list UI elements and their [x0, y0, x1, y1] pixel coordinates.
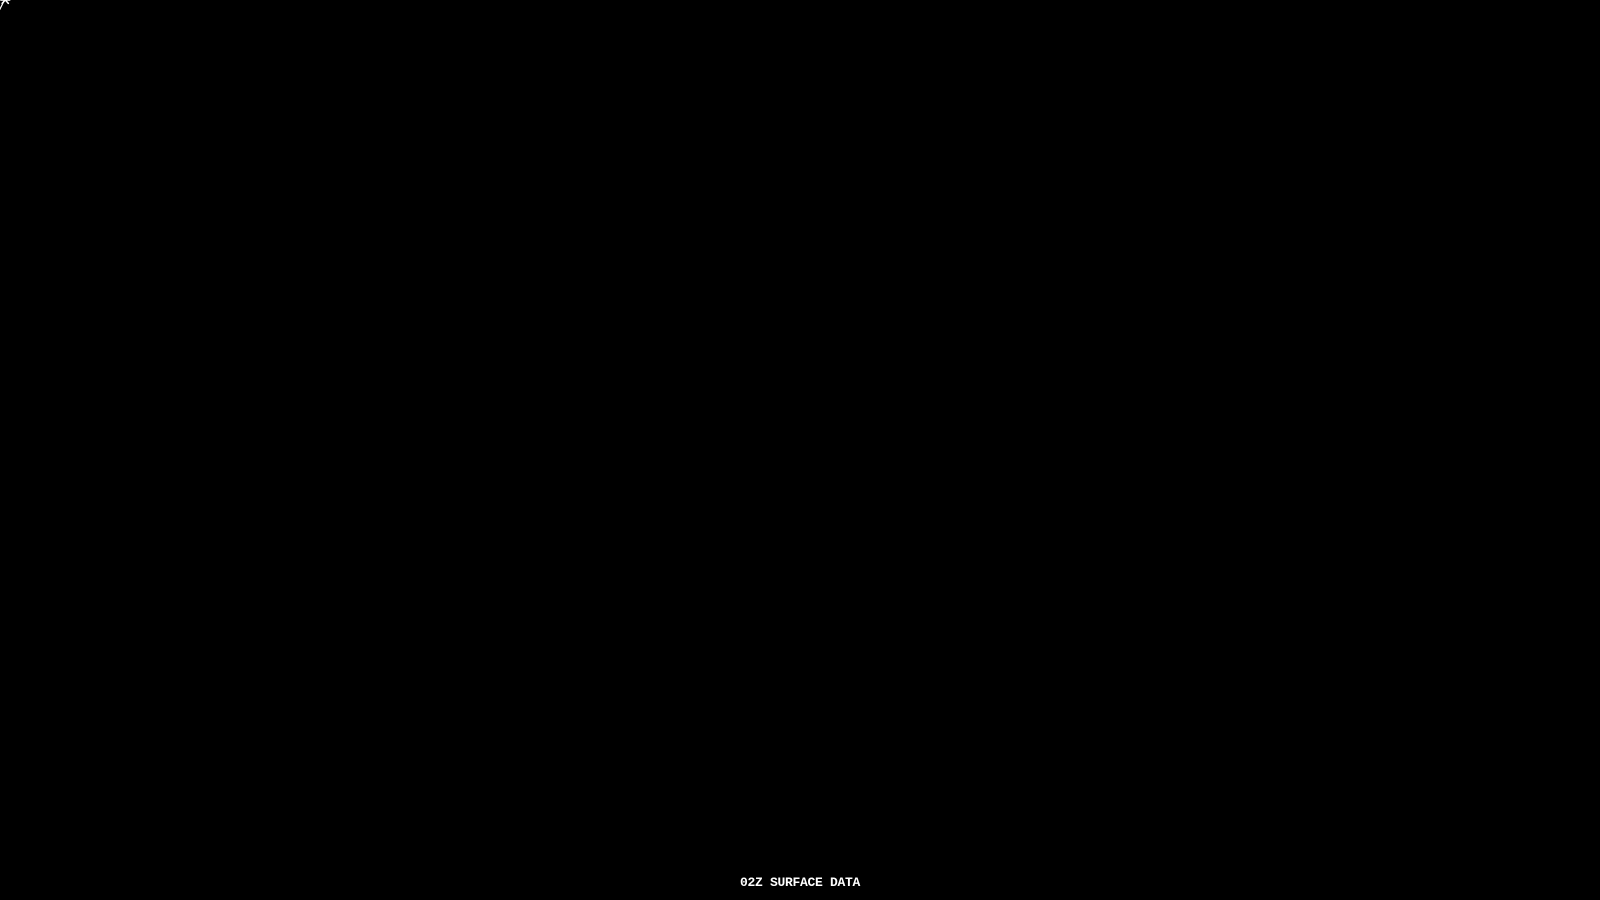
station-snow-shower — [0, 0, 7, 10]
map-title: 02Z SURFACE DATA — [740, 875, 861, 890]
snow-shower-icon — [0, 0, 7, 10]
